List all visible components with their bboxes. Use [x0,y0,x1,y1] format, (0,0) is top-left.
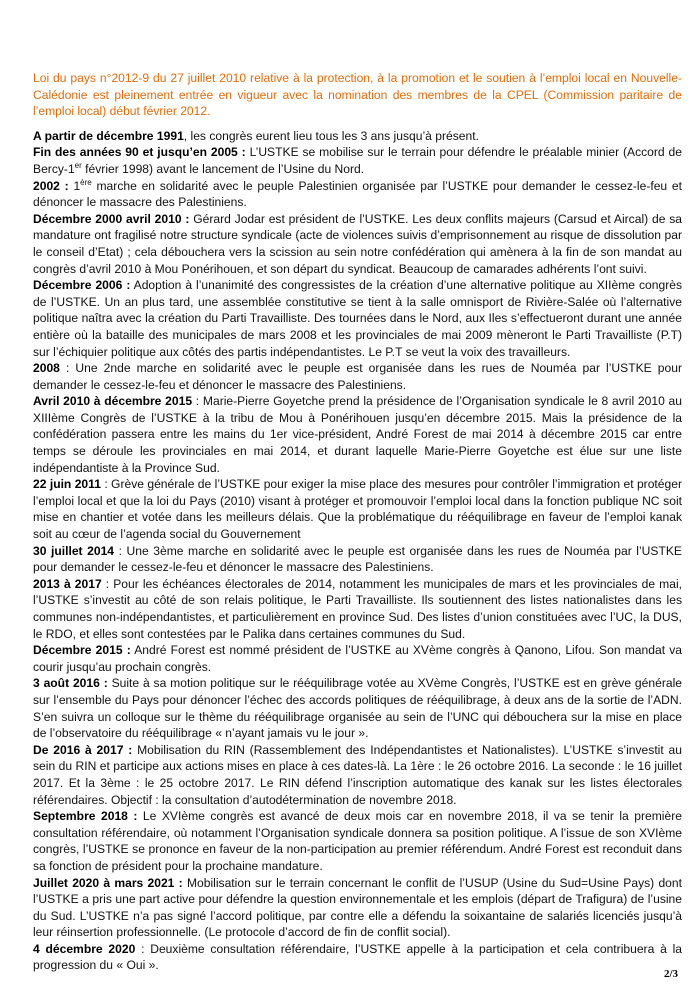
timeline-entry [33,128,682,145]
entry-date: A partir de décembre 1991 [33,128,184,143]
timeline-entry [33,941,682,974]
entry-text-continued: marche en solidarité avec le peuple Palestinien organisée par l’USTKE pour demander le cessez-le-feu et dénoncer le massacre des Palestiniens. [33,178,682,210]
page-number: 2/3 [663,968,678,980]
entry-date: Septembre 2018 : [33,809,138,824]
entry-date: Avril 2010 à décembre 2015 [33,394,193,409]
entry-date: 30 juillet 2014 [33,543,115,558]
entry-date: 2008 [33,361,60,376]
entry-date: Décembre 2000 avril 2010 : [33,211,190,226]
entry-text: Adoption à l’unanimité des congressistes de la création d’une alternative politique au XIIème congrès de l’USTKE. Un an plus tard, une assemblée constitutive se tient à la salle omnisport de Rivière-Salée où l’alternative politique naîtra avec la création du Parti Travailliste. Des tournées dans le Nord, aux Iles s’effectueront durant une année entière où la bataille des municipales de mars 2008 et les provinciales de mai 2009 mèneront le Parti Travailliste (P.T) sur l’échiquier politique aux côtés des partis indépendantistes. Le P.T se veut la voix des travailleurs. [33,278,682,359]
entry-superscript: ère [80,177,92,187]
entry-date: 22 juin 2011 [33,477,101,492]
timeline-entry [33,360,682,393]
entry-date: 2002 : [33,178,69,193]
entry-date: Décembre 2006 : [33,278,131,293]
entry-text: André Forest est nommé président de l’USTKE au XVème congrès à Qanono, Lifou. Son mandat va courir jusqu’au prochain congrès. [33,643,683,674]
entry-date: Décembre 2015 : [33,643,131,658]
entry-text-continued: février 1998) avant le lancement de l’Usine du Nord. [81,161,365,176]
timeline-entry [33,393,682,476]
timeline-entry [33,476,682,542]
entry-text: : Marie-Pierre Goyetche prend la présidence de l’Organisation syndicale le 8 avril 2010 au XIIIème Congrès de l’USTKE à la tribu de Mou à Ponérihouen jusqu’en décembre 2015. Mais la présidence de la confédération passera entre les mains du 1er vice-président, André Forest de mai 2014 à décembre 2015 car entre temps se déroule les provinciales en mai 2014, et durant laquelle Marie-Pierre Goyetche est élue sur une liste indépendantiste à la Province Sud. [33,394,682,475]
timeline-entry [33,144,682,177]
entry-superscript: er [74,160,82,170]
timeline-entry [33,808,682,874]
timeline-entry [33,642,682,675]
entry-text: Suite à sa motion politique sur le rééquilibrage votée au XVème Congrès, l’USTKE est en grève générale sur l’ensemble du Pays pour dénoncer l’échec des accords politiques de rééquilibrage, à deux ans de la sortie de l’ADN. S’en suivra un colloque sur le thème du rééquilibrage organisée au sein de l’UNC qui débouchera sur la mise en place de l’observatoire du rééquilibrage « n’ayant jamais vu le jour ». [33,676,682,741]
timeline-entries [33,128,682,974]
entry-text: L’USTKE se mobilise sur le terrain pour défendre le préalable minier (Accord de Bercy-1 [33,145,682,176]
timeline-entry [33,543,682,576]
entry-text: Mobilisation sur le terrain concernant le conflit de l’USUP (Usine du Sud=Usine Pays) dont l’USTKE a pris une part active pour défendre la question environnementale et les emplois (départ de Trafigura) de l’usine du Sud. L’USTKE n’a pas signé l’accord politique, par contre elle a défendu la soixantaine de salariés licenciés jusqu’à leur réinsertion professionnelle. (Le protocole d’accord de fin de conflit social). [33,875,682,940]
entry-date: Juillet 2020 à mars 2021 : [33,875,183,890]
entry-text: : Deuxième consultation référendaire, l’USTKE appelle à la participation et cela contribuera à la progression du « Oui ». [33,941,682,973]
entry-date: 4 décembre 2020 [33,941,136,956]
entry-text: 1 [68,178,81,193]
entry-date: Fin des années 90 et jusqu’en 2005 : [33,145,246,160]
timeline-entry [33,742,682,808]
entry-text: Gérard Jodar est président de l’USTKE. Les deux conflits majeurs (Carsud et Aircal) de sa mandature ont fragilisé notre structure syndicale (acte de violences suivis d’emprisonnement au risque de dissolution par le conseil d’Etat) ; cela débouchera vers la scission au sein notre confédération qui amènera à la fin de son mandat au congrès d’avril 2010 à Mou Ponérihouen, et son départ du syndicat. Beaucoup de camarades adhérents l’ont suivi. [33,211,682,276]
timeline-entry [33,178,682,211]
timeline-entry [33,576,682,642]
timeline-entry [33,875,682,941]
entry-text: : Grève générale de l’USTKE pour exiger la mise place des mesures pour contrôler l’immigration et protéger l’emploi local et que la loi du Pays (2010) visant à protéger et promouvoir l’emploi local dans la fonction publique NC soit mise en chantier et votée dans les meilleurs délais. Que la problématique du rééquilibrage en faveur de l’emploi kanak soit au cœur de l’agenda social du Gouvernement [33,477,682,542]
entry-text: : Une 3ème marche en solidarité avec le peuple est organisée dans les rues de Nouméa par l’USTKE pour demander le cessez-le-feu et dénoncer le massacre des Palestiniens. [33,543,682,575]
entry-text: , les congrès eurent lieu tous les 3 ans jusqu’à présent. [183,128,479,143]
entry-text: Le XVIème congrès est avancé de deux mois car en novembre 2018, il va se tenir la première consultation référendaire, où notamment l’Organisation syndicale donnera sa position politique. A l’issue de son XVIème congrès, l’USTKE se prononce en faveur de la non-participation au premier référendum. André Forest est reconduit dans sa fonction de président pour la prochaine mandature. [33,809,682,873]
timeline-entry [33,675,682,741]
timeline-entry [33,277,682,360]
entry-text: Mobilisation du RIN (Rassemblement des Indépendantistes et Nationalistes). L’USTKE s’investit au sein du RIN et participe aux actions mises en place à ces dates-là. La 1ère : le 26 octobre 2016. La seconde : le 16 juillet 2017. Et la 3ème : le 25 octobre 2017. Le RIN défend l’inscription automatique des kanak sur les listes électorales référendaires. Objectif : la consultation d’autodétermination de novembre 2018. [33,742,682,807]
intro-paragraph: Loi du pays n°2012-9 du 27 juillet 2010 relative à la protection, à la promotion et le soutien à l’emploi local en Nouvelle-Calédonie est pleinement entrée en vigueur avec la nomination des membres de la CPEL (Commission paritaire de l’emploi local) début février 2012. [33,71,682,119]
entry-text: : Une 2nde marche en solidarité avec le peuple est organisée dans les rues de Nouméa par l’USTKE pour demander le cessez-le-feu et dénoncer le massacre des Palestiniens. [33,361,682,392]
entry-date: 2013 à 2017 [33,576,102,591]
entry-date: 3 août 2016 : [33,676,108,691]
entry-text: : Pour les échéances électorales de 2014, notamment les municipales de mars et les provinciales de mai, l’USTKE s’investit au côté de son relais politique, le Parti Travailliste. Ils soutiennent des listes nationalistes dans les communes non-indépendantistes, et particulièrement en province Sud. Des listes d’union constituées avec l’UC, la DUS, le RDO, et elles sont contestées par le Palika dans certaines communes du Sud. [33,576,682,641]
timeline-entry [33,211,682,277]
entry-date: De 2016 à 2017 : [33,742,133,757]
